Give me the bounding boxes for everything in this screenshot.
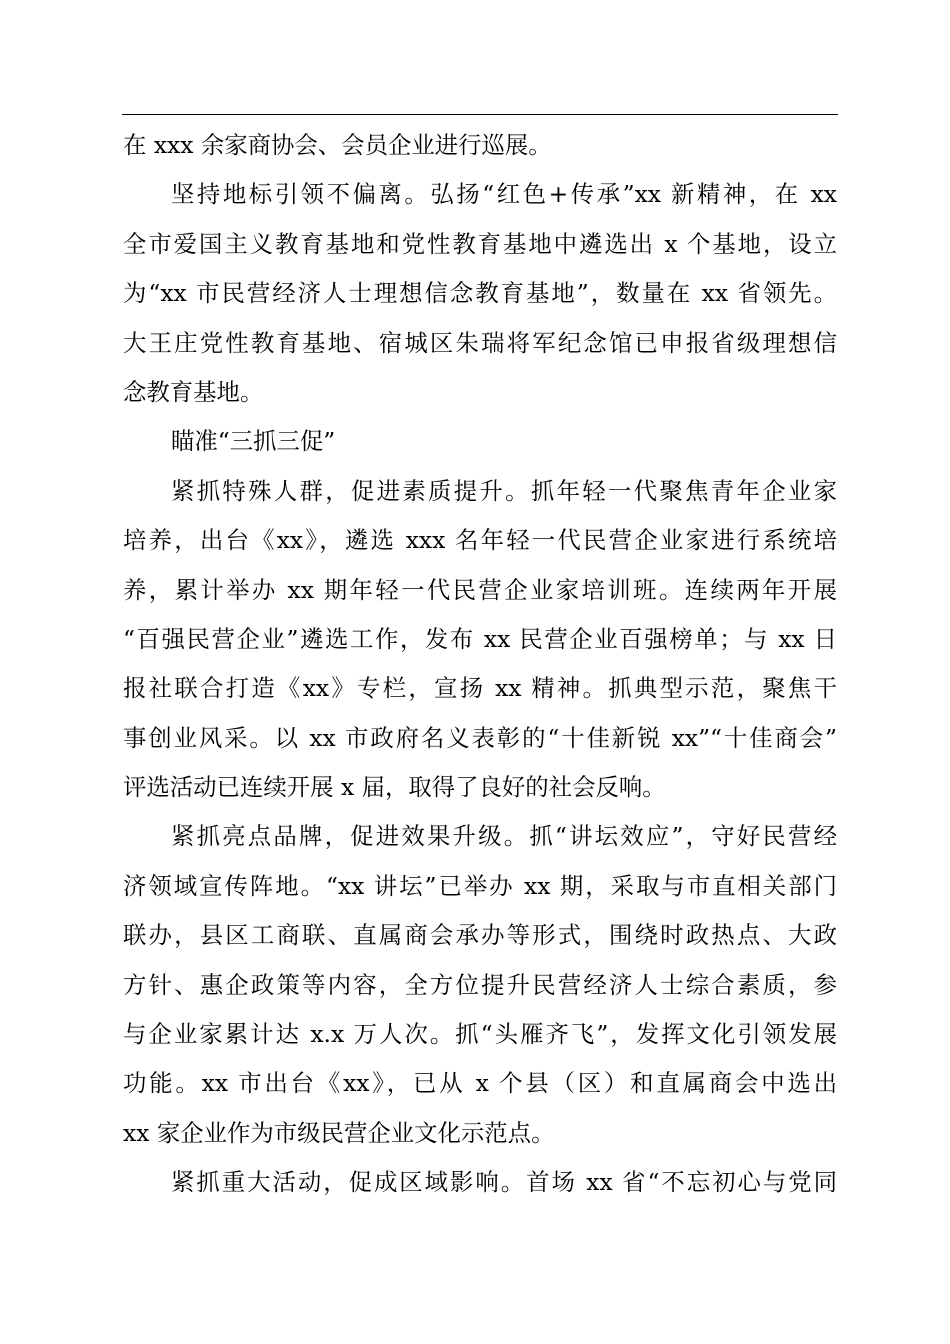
text-line: 紧抓重大活动，促成区域影响。首场 xx 省“不忘初心与党同 [171,1168,837,1197]
header-rule [122,114,838,115]
text-line: 与企业家累计达 x.x 万人次。抓“头雁齐飞”，发挥文化引领发展 [123,1020,837,1049]
text-line: xx 家企业作为市级民营企业文化示范点。 [123,1118,555,1147]
text-line: 紧抓亮点品牌，促进效果升级。抓“讲坛效应”，守好民营经 [171,822,837,851]
text-line: 评选活动已连续开展 x 届，取得了良好的社会反响。 [123,773,666,802]
text-line: 济领域宣传阵地。“xx 讲坛”已举办 xx 期，采取与市直相关部门 [123,871,837,900]
text-line: 养，累计举办 xx 期年轻一代民营企业家培训班。连续两年开展 [123,575,837,604]
text-line: 培养，出台《xx》，遴选 xxx 名年轻一代民营企业家进行系统培 [123,526,837,555]
text-line: 为“xx 市民营经济人士理想信念教育基地”，数量在 xx 省领先。 [123,279,837,308]
text-line: 坚持地标引领不偏离。弘扬“红色+传承”xx 新精神，在 xx [171,180,837,209]
text-line: 报社联合打造《xx》专栏，宣扬 xx 精神。抓典型示范，聚焦干 [123,674,837,703]
text-line: 功能。xx 市出台《xx》，已从 x 个县（区）和直属商会中选出 [123,1069,837,1098]
text-line: 联办，县区工商联、直属商会承办等形式，围绕时政热点、大政 [123,921,837,950]
text-line: 方针、惠企政策等内容，全方位提升民营经济人士综合素质，参 [123,970,837,999]
text-line: 事创业风采。以 xx 市政府名义表彰的“十佳新锐 xx”“十佳商会” [123,723,837,752]
text-line: “百强民营企业”遴选工作，发布 xx 民营企业百强榜单；与 xx 日 [123,624,837,653]
text-line: 念教育基地。 [123,377,264,406]
text-line: 在 xxx 余家商协会、会员企业进行巡展。 [123,131,552,159]
text-line: 全市爱国主义教育基地和党性教育基地中遴选出 x 个基地，设立 [123,229,837,258]
section-heading: 瞄准“三抓三促” [171,427,336,456]
text-line: 紧抓特殊人群，促进素质提升。抓年轻一代聚焦青年企业家 [171,476,837,505]
document-body [123,121,837,1208]
text-line: 大王庄党性教育基地、宿城区朱瑞将军纪念馆已申报省级理想信 [123,328,837,357]
